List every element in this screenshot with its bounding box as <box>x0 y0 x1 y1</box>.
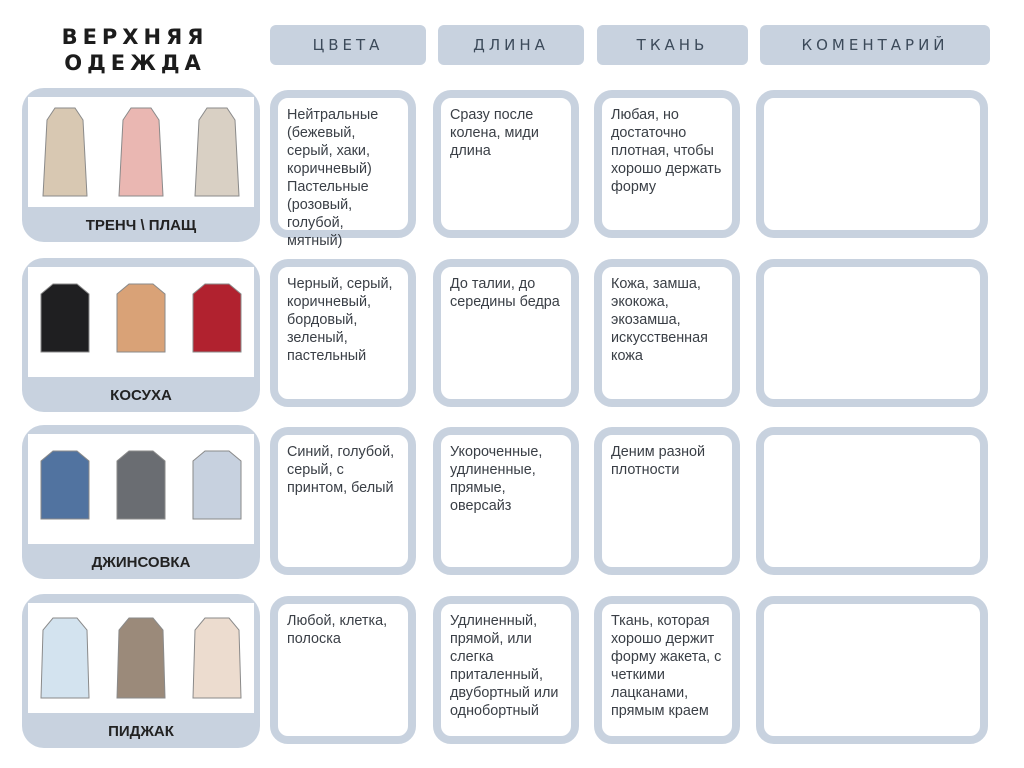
jacket-icon <box>109 270 173 374</box>
photo-strip <box>28 267 254 377</box>
cell-colors: Черный, серый, коричневый, бордовый, зеленый, пастельный <box>270 259 416 407</box>
row-card-denim <box>22 425 260 579</box>
header-comment: КОМЕНТАРИЙ <box>760 25 990 65</box>
denim-jacket-icon <box>109 437 173 541</box>
denim-jacket-icon <box>185 437 249 541</box>
row-label: КОСУХА <box>110 387 172 404</box>
coat-icon <box>185 100 249 204</box>
jacket-photo <box>30 267 100 377</box>
row-label: ДЖИНСОВКА <box>91 554 191 571</box>
cell-comment[interactable] <box>756 596 988 744</box>
cell-comment[interactable] <box>756 259 988 407</box>
row-label: ПИДЖАК <box>108 723 174 740</box>
coat-icon <box>33 100 97 204</box>
header-length: ДЛИНА <box>438 25 584 65</box>
cell-colors: Нейтральные (бежевый, серый, хаки, коричневый) Пастельные (розовый, голубой, мятный) <box>270 90 416 238</box>
blazer-icon <box>109 606 173 710</box>
header-colors: ЦВЕТА <box>270 25 426 65</box>
blazer-photo <box>182 603 252 713</box>
trench-photo <box>182 97 252 207</box>
jacket-photo <box>106 267 176 377</box>
photo-strip <box>28 603 254 713</box>
page-title <box>40 24 230 76</box>
row-card-blazer <box>22 594 260 748</box>
cell-comment[interactable] <box>756 90 988 238</box>
cell-length: До талии, до середины бедра <box>433 259 579 407</box>
cell-length: Сразу после колена, миди длина <box>433 90 579 238</box>
title-line-2: ОДЕЖДА <box>64 51 206 75</box>
denim-photo <box>106 434 176 544</box>
title-line-1: ВЕРХНЯЯ <box>61 25 209 49</box>
cell-fabric: Кожа, замша, экокожа, экозамша, искусственная кожа <box>594 259 740 407</box>
cell-colors: Синий, голубой, серый, с принтом, белый <box>270 427 416 575</box>
row-label: ТРЕНЧ \ ПЛАЩ <box>85 217 197 234</box>
row-card-biker <box>22 258 260 412</box>
cell-fabric: Деним разной плотности <box>594 427 740 575</box>
denim-photo <box>30 434 100 544</box>
cell-fabric: Ткань, которая хорошо держит форму жакета, с четкими лацканами, прямым краем <box>594 596 740 744</box>
photo-strip <box>28 434 254 544</box>
jacket-icon <box>185 270 249 374</box>
trench-photo <box>30 97 100 207</box>
jacket-photo <box>182 267 252 377</box>
header-fabric: ТКАНЬ <box>597 25 748 65</box>
blazer-photo <box>106 603 176 713</box>
photo-strip <box>28 97 254 207</box>
jacket-icon <box>33 270 97 374</box>
blazer-icon <box>185 606 249 710</box>
denim-jacket-icon <box>33 437 97 541</box>
cell-comment[interactable] <box>756 427 988 575</box>
denim-photo <box>182 434 252 544</box>
cell-colors: Любой, клетка, полоска <box>270 596 416 744</box>
cell-length: Укороченные, удлиненные, прямые, оверсайз <box>433 427 579 575</box>
row-card-trench <box>22 88 260 242</box>
trench-photo <box>106 97 176 207</box>
blazer-photo <box>30 603 100 713</box>
cell-fabric: Любая, но достаточно плотная, чтобы хорошо держать форму <box>594 90 740 238</box>
coat-icon <box>109 100 173 204</box>
blazer-icon <box>33 606 97 710</box>
cell-length: Удлиненный, прямой, или слегка приталенный, двубортный или однобортный <box>433 596 579 744</box>
